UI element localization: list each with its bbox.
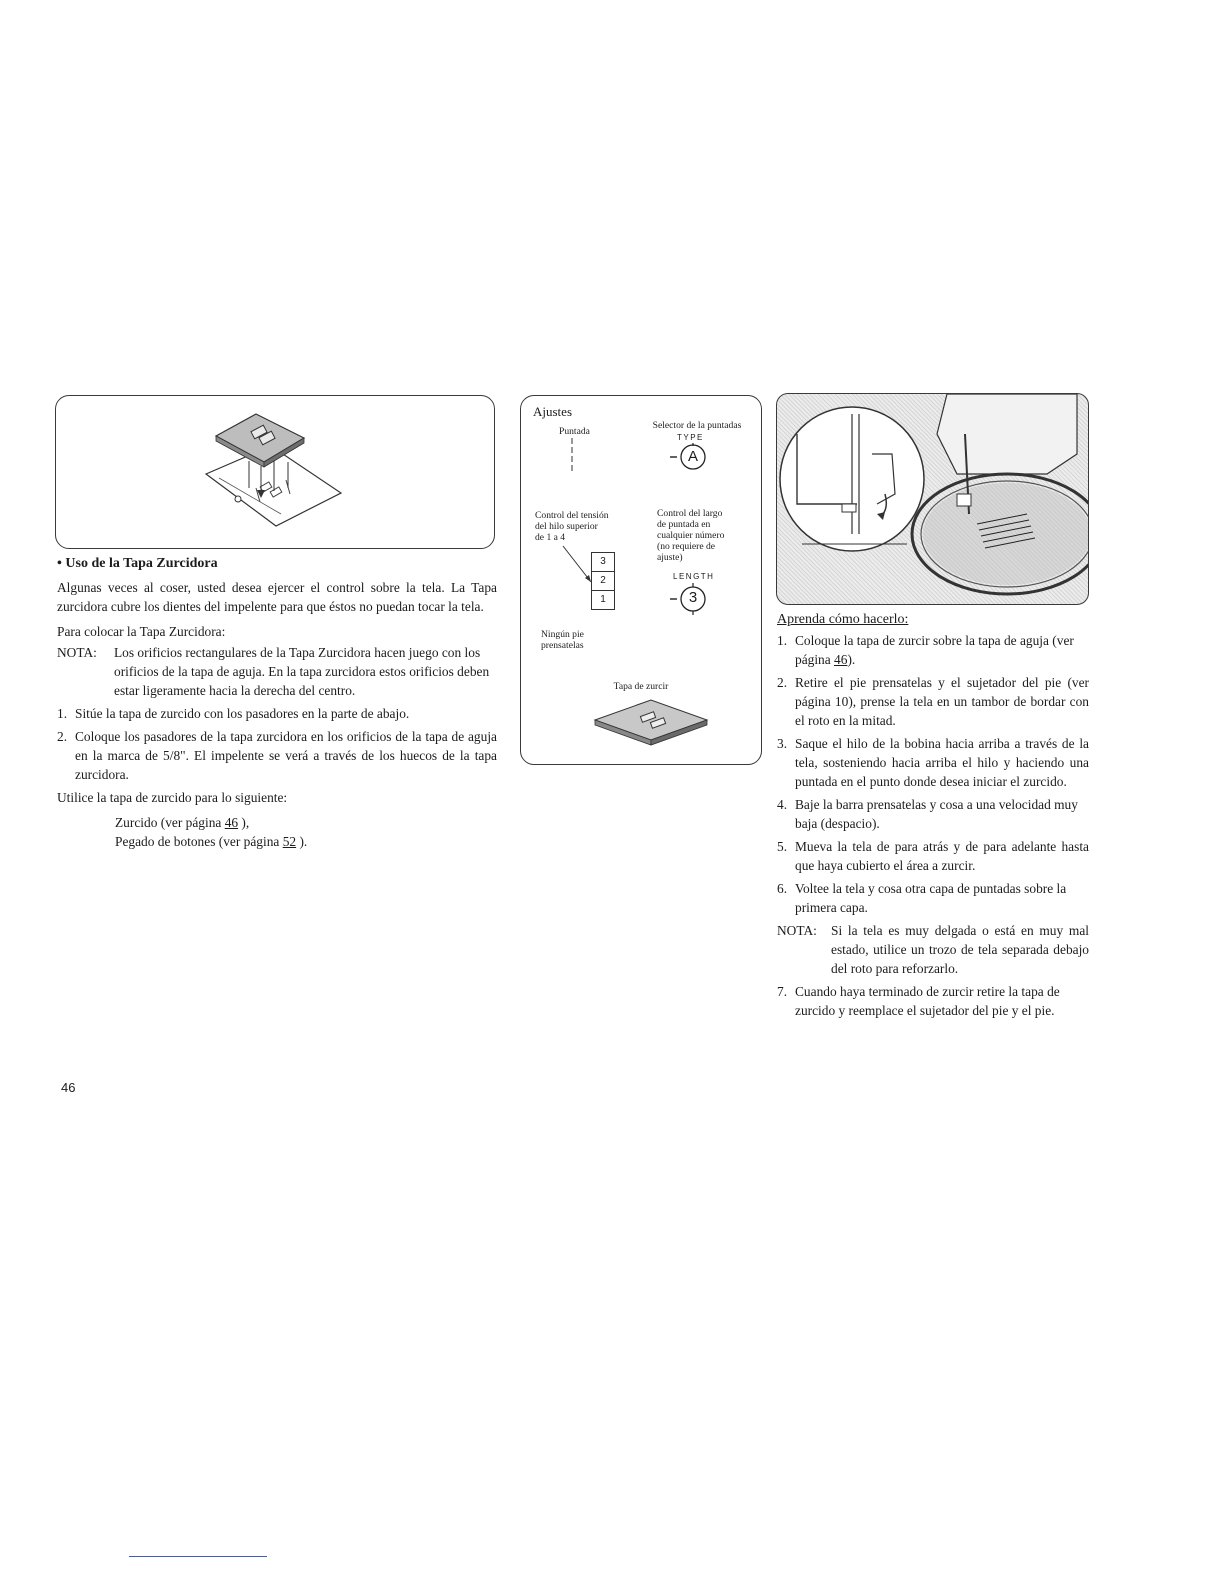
right-step-6-text: Voltee la tela y cosa otra capa de puntadas sobre la primera capa. (795, 881, 1067, 915)
foot-label-line-1: Ningún pie (541, 629, 584, 640)
right-step-3-text: Saque el hilo de la bobina hacia arriba a través de la tela, sosteniendo hacia arriba el hilo y haciendo una puntada en el punto donde desea iniciar el zurcido. (795, 736, 1089, 789)
right-note-label: NOTA: (777, 923, 817, 938)
darning-plate-illustration-box (55, 395, 495, 549)
tension-pointer-icon (561, 544, 595, 588)
use-item-buttons-text: Pegado de botones (ver página (115, 834, 283, 849)
right-step-6-num: 6. (777, 881, 788, 896)
right-column (777, 610, 1089, 1024)
foot-label-line-2: prensatelas (541, 640, 584, 651)
tension-label-line-3: de 1 a 4 (535, 532, 566, 543)
right-step-3-num: 3. (777, 736, 788, 751)
left-note-text: Los orificios rectangulares de la Tapa Zurcidora hacen juego con los orificios de la tapa de aguja. En la tapa zurcidora estos orificios deben estar ligeramente hacia la derecha del centro. (114, 645, 490, 698)
stitch-straight-line-icon (569, 438, 575, 474)
page-link-46-right[interactable]: 46 (834, 652, 848, 667)
length-label-line-5: ajuste) (657, 552, 683, 563)
intro-paragraph: Algunas veces al coser, usted desea ejercer el control sobre la tela. La Tapa zurcidora cubre los dientes del impelente para que éstos no puedan tocar la tela. (57, 580, 497, 614)
use-for-heading: Utilice la tapa de zurcido para lo siguiente: (57, 790, 288, 805)
use-item-darning-end: ), (238, 815, 250, 830)
use-item-darning-text: Zurcido (ver página (115, 815, 225, 830)
tension-scale-3: 3 (592, 553, 614, 572)
right-step-4-text: Baje la barra prensatelas y cosa a una velocidad muy baja (despacio). (795, 797, 1078, 831)
right-heading (777, 610, 1089, 629)
page-number: 46 (61, 1080, 76, 1095)
section-heading: • Uso de la Tapa Zurcidora (57, 556, 218, 571)
right-note-text: Si la tela es muy delgada o está en muy mal estado, utilice un trozo de tela separada debajo del roto para reforzarlo. (831, 923, 1089, 976)
right-step-1-end: ). (847, 652, 856, 667)
darning-photo-box (776, 393, 1089, 605)
length-label-line-2: de puntada en (657, 519, 711, 530)
length-dial-value: 3 (688, 589, 698, 606)
stitch-label: Puntada (559, 426, 590, 437)
left-step-1-num: 1. (57, 706, 68, 721)
right-step-1 (777, 631, 1089, 669)
left-step-1-text: Sitúe la tapa de zurcido con los pasadores en la parte de abajo. (75, 706, 410, 721)
right-step-7-num: 7. (777, 984, 788, 999)
left-step-1 (57, 704, 497, 723)
right-note (777, 921, 1089, 978)
settings-title: Ajustes (533, 404, 572, 419)
left-note (57, 643, 497, 700)
bottom-rule (129, 1556, 267, 1557)
tension-label (535, 510, 609, 543)
right-step-4-num: 4. (777, 797, 788, 812)
right-step-5-text: Mueva la tela de para atrás y de para adelante hasta que haya cubierto el área a zurcir. (795, 839, 1089, 873)
type-label: TYPE (677, 433, 704, 442)
use-item-buttons (57, 832, 497, 851)
tension-scale-1: 1 (600, 594, 606, 605)
right-step-2 (777, 673, 1089, 730)
left-step-2-num: 2. (57, 729, 68, 744)
left-note-label: NOTA: (57, 645, 97, 660)
darning-plate-icon (591, 698, 711, 748)
page-link-46[interactable]: 46 (224, 815, 239, 830)
left-step-2-text: Coloque los pasadores de la tapa zurcidora en los orificios de la tapa de aguja en la marca de 5/8". El impelente se verá a través de los huecos de la tapa zurcidora. (75, 729, 497, 782)
right-step-2-text: Retire el pie prensatelas y el sujetador del pie (ver página 10), prense la tela en un tambor de bordar con el roto en la mitad. (795, 675, 1089, 728)
left-column (57, 556, 497, 851)
tension-label-line-1: Control del tensión (535, 510, 609, 521)
plate-label: Tapa de zurcir (613, 681, 669, 692)
use-item-darning (57, 813, 497, 832)
right-step-3 (777, 734, 1089, 791)
tension-label-line-2: del hilo superior (535, 521, 598, 532)
length-label (657, 508, 724, 563)
length-word: LENGTH (673, 572, 715, 581)
right-step-7-text: Cuando haya terminado de zurcir retire la tapa de zurcido y reemplace el sujetador del pie y el pie. (795, 984, 1060, 1018)
tension-scale-2: 2 (592, 572, 614, 591)
right-heading-text: Aprenda cómo hacerlo: (777, 612, 909, 627)
page-link-52[interactable]: 52 (282, 834, 297, 849)
length-label-line-3: cualquier número (657, 530, 725, 541)
length-label-line-1: Control del largo (657, 508, 723, 519)
left-step-2 (57, 727, 497, 784)
right-step-5 (777, 837, 1089, 875)
right-step-1-text: Coloque la tapa de zurcir sobre la tapa de aguja (ver página (795, 633, 1074, 667)
embroidery-hoop-photo (777, 394, 1088, 604)
right-step-4 (777, 795, 1089, 833)
right-step-1-num: 1. (777, 633, 788, 648)
foot-label (541, 629, 584, 651)
right-step-2-num: 2. (777, 675, 788, 690)
use-item-buttons-end: ). (296, 834, 308, 849)
selector-label: Selector de la puntadas (652, 420, 742, 431)
tension-scale (591, 552, 615, 610)
right-step-7 (777, 982, 1089, 1020)
length-label-line-4: (no requiere de (657, 541, 716, 552)
settings-box (520, 395, 762, 765)
right-step-6 (777, 879, 1089, 917)
placement-instruction: Para colocar la Tapa Zurcidora: (57, 624, 226, 639)
darning-plate-illustration (56, 396, 494, 548)
type-dial-value: A (687, 448, 698, 465)
right-step-5-num: 5. (777, 839, 788, 854)
